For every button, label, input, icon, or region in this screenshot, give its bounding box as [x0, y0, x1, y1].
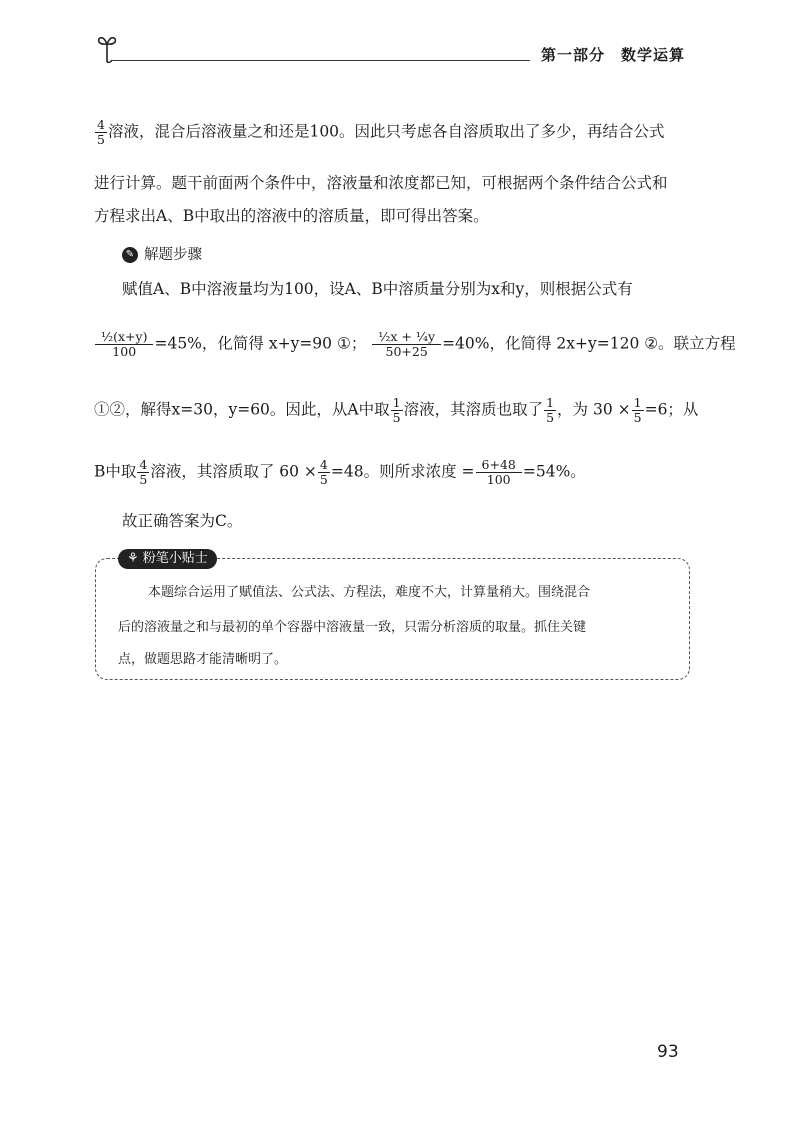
tip-line-3: 点，做题思路才能清晰明了。: [118, 652, 288, 667]
fraction: $\frac{4}{5}$: [319, 457, 328, 487]
steps-line-4: B中取 $\frac{4}{5}$ 溶液，其溶质取了 60 × $\frac{4}{5}$ =48。则所求浓度 = $\frac{6+48}{100}$ =54%。: [94, 457, 586, 487]
fraction: $\frac{4}{5}$: [97, 117, 105, 147]
equation-2-fraction: $\frac{\text{½x + ¼y}}{50+25}$: [372, 330, 441, 359]
tip-line-2: 后的溶液量之和与最初的单个容器中溶液量一致，只需分析溶质的取量。抓住关键: [118, 620, 587, 635]
section-title: 解题步骤: [144, 247, 202, 263]
steps-line-1: 赋值A、B中溶液量均为100，设A、B中溶质量分别为x和y，则根据公式有: [122, 280, 633, 298]
page-number: 93: [657, 1042, 679, 1062]
intro-line-2: 进行计算。题干前面两个条件中，溶液量和浓度都已知，可根据两个条件结合公式和: [94, 174, 668, 192]
steps-line-3: ①②，解得x=30，y=60。因此，从A中取 $\frac{1}{5}$ 溶液，其溶质也取了 $\frac{1}{5}$ ，为 30 × $\frac{1}{5}$ =6；从: [94, 395, 699, 425]
fraction: $\frac{6+48}{100}$: [476, 458, 522, 487]
chapter-title: 第一部分 数学运算: [541, 46, 686, 64]
header-rule: [112, 60, 530, 61]
answer-line: 故正确答案为C。: [122, 512, 243, 530]
fraction: $\frac{1}{5}$: [546, 395, 555, 425]
sprout-icon: [95, 30, 119, 64]
pencil-icon: ✎: [122, 247, 138, 263]
sprout-icon: ⚘: [127, 551, 143, 566]
fraction: $\frac{1}{5}$: [633, 395, 642, 425]
fraction: $\frac{4}{5}$: [139, 457, 148, 487]
section-heading: [122, 243, 202, 264]
intro-line-3: 方程求出A、B中取出的溶液中的溶质量，即可得出答案。: [94, 207, 489, 225]
tip-line-1: 本题综合运用了赋值法、公式法、方程法，难度不大，计算量稍大。围绕混合: [148, 585, 591, 600]
tip-badge: ⚘ 粉笔小贴士: [118, 549, 217, 569]
fraction: $\frac{1}{5}$: [392, 395, 401, 425]
intro-line-1: $\frac{4}{5}$ 溶液，混合后溶液量之和还是100。因此只考虑各自溶质取出了多少，再结合公式: [97, 117, 665, 147]
steps-line-2: $\frac{\text{½(x+y)}}{100}$ =45%，化简得 x+y=90 ①； $\frac{\text{½x + ¼y}}{50+25}$ =40%，化简得 2x+y=120 ②。联立方程: [94, 330, 736, 359]
equation-1-fraction: $\frac{\text{½(x+y)}}{100}$: [95, 330, 153, 359]
